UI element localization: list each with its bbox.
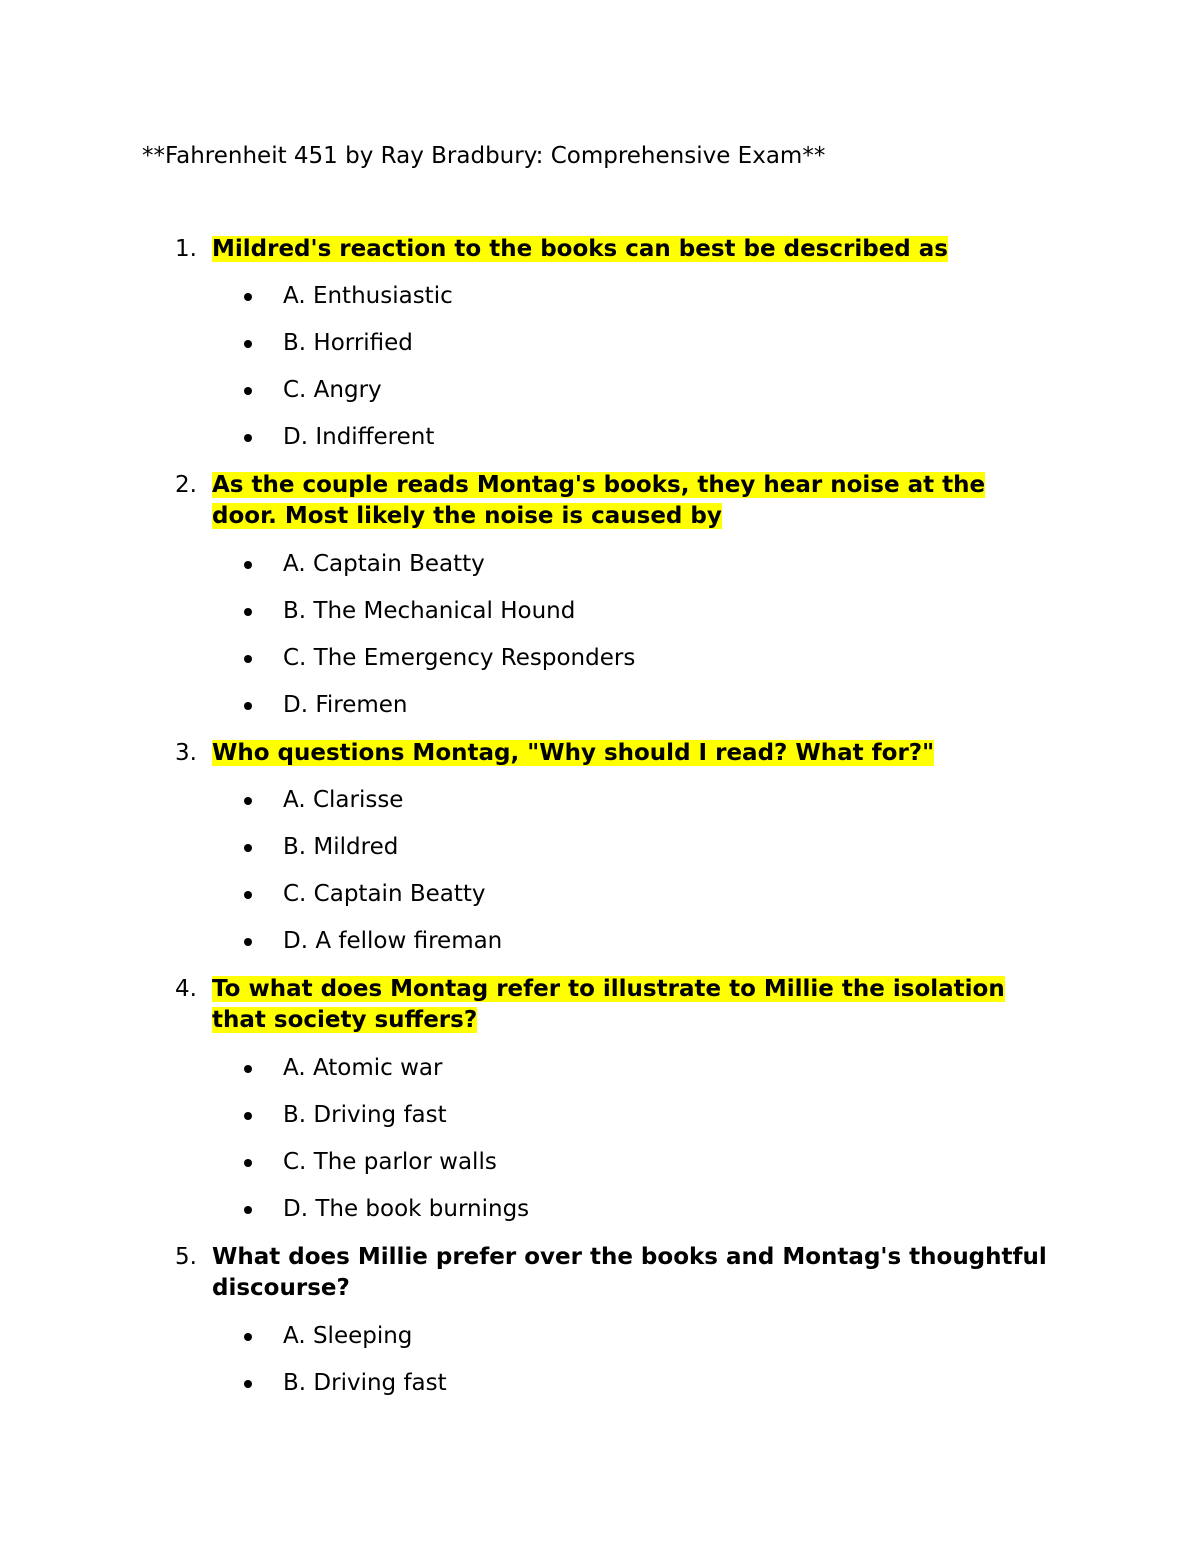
bullet-icon <box>244 608 252 616</box>
question-text <box>212 234 948 265</box>
question-number: 2. <box>175 472 197 498</box>
bullet-icon <box>244 340 252 348</box>
answer-option-text: D. The book burnings <box>283 1196 530 1222</box>
answer-options <box>175 541 1055 729</box>
bullet-icon <box>244 293 252 301</box>
answer-options <box>175 777 1055 965</box>
bullet-icon <box>244 891 252 899</box>
question-5 <box>175 1242 1055 1407</box>
answer-option <box>175 1045 1055 1092</box>
answer-option <box>175 1139 1055 1186</box>
answer-option <box>175 273 1055 320</box>
answer-option-text: A. Enthusiastic <box>283 283 453 309</box>
question-text <box>212 974 1055 1036</box>
bullet-icon <box>244 797 252 805</box>
answer-options <box>175 1313 1055 1407</box>
answer-option <box>175 367 1055 414</box>
answer-option <box>175 1313 1055 1360</box>
answer-option-text: B. Horrified <box>283 330 413 356</box>
answer-option-text: C. The Emergency Responders <box>283 645 636 671</box>
answer-option-text: D. A fellow fireman <box>283 928 503 954</box>
question-1 <box>175 234 1055 461</box>
bullet-icon <box>244 938 252 946</box>
bullet-icon <box>244 1333 252 1341</box>
question-text-highlight: To what does Montag refer to illustrate to Millie the isolation that society suffers? <box>212 976 1005 1033</box>
question-text-highlight: Who questions Montag, "Why should I read? What for?" <box>212 740 935 766</box>
bullet-icon <box>244 702 252 710</box>
question-number: 3. <box>175 740 197 766</box>
answer-option <box>175 1360 1055 1407</box>
answer-option-text: D. Firemen <box>283 692 408 718</box>
answer-option <box>175 414 1055 461</box>
question-number: 1. <box>175 236 197 262</box>
bullet-icon <box>244 844 252 852</box>
question-text: What does Millie prefer over the books and Montag's thoughtful discourse? <box>212 1244 1047 1301</box>
answer-option <box>175 682 1055 729</box>
bullet-icon <box>244 1159 252 1167</box>
answer-option-text: B. Driving fast <box>283 1102 447 1128</box>
bullet-icon <box>244 1206 252 1214</box>
answer-option <box>175 777 1055 824</box>
answer-option-text: B. Mildred <box>283 834 399 860</box>
bullet-icon <box>244 434 252 442</box>
answer-option-text: C. Captain Beatty <box>283 881 486 907</box>
question-text <box>212 470 1055 532</box>
question-text-highlight: Mildred's reaction to the books can best be described as <box>212 236 948 262</box>
bullet-icon <box>244 1112 252 1120</box>
answer-option-text: A. Atomic war <box>283 1055 443 1081</box>
answer-option-text: C. The parlor walls <box>283 1149 497 1175</box>
bullet-icon <box>244 655 252 663</box>
page-title: **Fahrenheit 451 by Ray Bradbury: Comprehensive Exam** <box>142 143 826 169</box>
answer-options <box>175 1045 1055 1233</box>
bullet-icon <box>244 387 252 395</box>
question-text <box>212 738 934 769</box>
answer-option <box>175 871 1055 918</box>
question-2 <box>175 470 1055 729</box>
answer-option-text: B. The Mechanical Hound <box>283 598 576 624</box>
answer-option <box>175 320 1055 367</box>
question-3 <box>175 738 1055 965</box>
answer-option <box>175 1186 1055 1233</box>
question-4 <box>175 974 1055 1233</box>
answer-option <box>175 824 1055 871</box>
answer-option-text: B. Driving fast <box>283 1370 447 1396</box>
question-number: 4. <box>175 976 197 1002</box>
answer-option-text: D. Indifferent <box>283 424 435 450</box>
answer-options <box>175 273 1055 461</box>
bullet-icon <box>244 561 252 569</box>
answer-option <box>175 635 1055 682</box>
answer-option <box>175 541 1055 588</box>
question-text-highlight: As the couple reads Montag's books, they hear noise at the door. Most likely the noise is caused by <box>212 472 986 529</box>
answer-option-text: A. Captain Beatty <box>283 551 485 577</box>
bullet-icon <box>244 1380 252 1388</box>
answer-option-text: A. Sleeping <box>283 1323 413 1349</box>
answer-option <box>175 1092 1055 1139</box>
answer-option <box>175 918 1055 965</box>
bullet-icon <box>244 1065 252 1073</box>
answer-option-text: C. Angry <box>283 377 382 403</box>
answer-option-text: A. Clarisse <box>283 787 404 813</box>
answer-option <box>175 588 1055 635</box>
question-number: 5. <box>175 1244 197 1270</box>
